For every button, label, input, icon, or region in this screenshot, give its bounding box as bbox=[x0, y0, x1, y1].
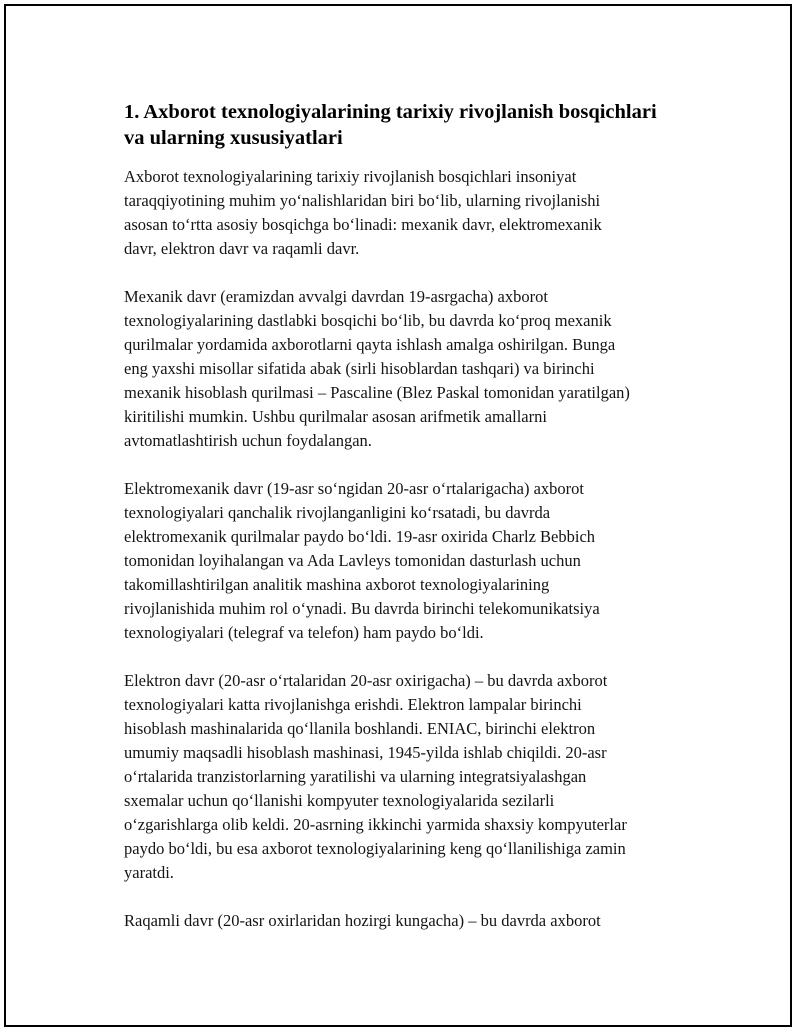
text-line: o‘rtalarida tranzistorlarning yaratilishi va ularning integratsiyalashgan bbox=[124, 767, 587, 786]
text-line: Raqamli davr (20-asr oxirlaridan hozirgi kungacha) – bu davrda axborot bbox=[124, 911, 601, 930]
text-line: eng yaxshi misollar sifatida abak (sirli hisoblardan tashqari) va birinchi bbox=[124, 359, 595, 378]
text-line: taraqqiyotining muhim yo‘nalishlaridan biri bo‘lib, ularning rivojlanishi bbox=[124, 191, 601, 210]
page-frame bbox=[4, 4, 792, 1027]
text-line: texnologiyalarining dastlabki bosqichi bo‘lib, bu davrda ko‘proq mexanik bbox=[124, 311, 612, 330]
heading-line: 1. Axborot texnologiyalarining tarixiy rivojlanish bosqichlari bbox=[124, 101, 657, 123]
text-line: sxemalar uchun qo‘llanishi kompyuter texnologiyalarida sezilarli bbox=[124, 791, 555, 810]
document-content bbox=[124, 99, 694, 957]
text-line: avtomatlashtirish uchun foydalangan. bbox=[124, 431, 372, 450]
paragraph-mechanical-era bbox=[124, 285, 694, 453]
paragraph-electronic-era bbox=[124, 669, 694, 885]
text-line: elektromexanik qurilmalar paydo bo‘ldi. 19-asr oxirida Charlz Bebbich bbox=[124, 527, 596, 546]
text-line: umumiy maqsadli hisoblash mashinasi, 1945-yilda ishlab chiqildi. 20-asr bbox=[124, 743, 607, 762]
text-line: Axborot texnologiyalarining tarixiy rivojlanish bosqichlari insoniyat bbox=[124, 167, 577, 186]
paragraph-digital-era bbox=[124, 909, 694, 933]
paragraph-electromechanical-era bbox=[124, 477, 694, 645]
paragraph-intro bbox=[124, 165, 694, 261]
text-line: texnologiyalari katta rivojlanishga erishdi. Elektron lampalar birinchi bbox=[124, 695, 582, 714]
text-line: yaratdi. bbox=[124, 863, 174, 882]
text-line: asosan to‘rtta asosiy bosqichga bo‘linadi: mexanik davr, elektromexanik bbox=[124, 215, 602, 234]
text-line: texnologiyalari (telegraf va telefon) ham paydo bo‘ldi. bbox=[124, 623, 484, 642]
text-line: mexanik hisoblash qurilmasi – Pascaline (Blez Paskal tomonidan yaratilgan) bbox=[124, 383, 630, 402]
text-line: Mexanik davr (eramizdan avvalgi davrdan 19-asrgacha) axborot bbox=[124, 287, 548, 306]
text-line: hisoblash mashinalarida qo‘llanila boshlandi. ENIAC, birinchi elektron bbox=[124, 719, 596, 738]
heading-line: va ularning xususiyatlari bbox=[124, 127, 343, 149]
text-line: tomonidan loyihalangan va Ada Lavleys tomonidan dasturlash uchun bbox=[124, 551, 581, 570]
text-line: davr, elektron davr va raqamli davr. bbox=[124, 239, 360, 258]
text-line: kiritilishi mumkin. Ushbu qurilmalar asosan arifmetik amallarni bbox=[124, 407, 547, 426]
text-line: texnologiyalari qanchalik rivojlanganligini ko‘rsatadi, bu davrda bbox=[124, 503, 551, 522]
text-line: Elektromexanik davr (19-asr so‘ngidan 20-asr o‘rtalarigacha) axborot bbox=[124, 479, 584, 498]
text-line: rivojlanishida muhim rol o‘ynadi. Bu davrda birinchi telekomunikatsiya bbox=[124, 599, 600, 618]
section-heading bbox=[124, 99, 694, 151]
text-line: qurilmalar yordamida axborotlarni qayta ishlash amalga oshirilgan. Bunga bbox=[124, 335, 616, 354]
text-line: takomillashtirilgan analitik mashina axborot texnologiyalarining bbox=[124, 575, 550, 594]
text-line: o‘zgarishlarga olib keldi. 20-asrning ikkinchi yarmida shaxsiy kompyuterlar bbox=[124, 815, 627, 834]
text-line: Elektron davr (20-asr o‘rtalaridan 20-asr oxirigacha) – bu davrda axborot bbox=[124, 671, 608, 690]
text-line: paydo bo‘ldi, bu esa axborot texnologiyalarining keng qo‘llanilishiga zamin bbox=[124, 839, 626, 858]
